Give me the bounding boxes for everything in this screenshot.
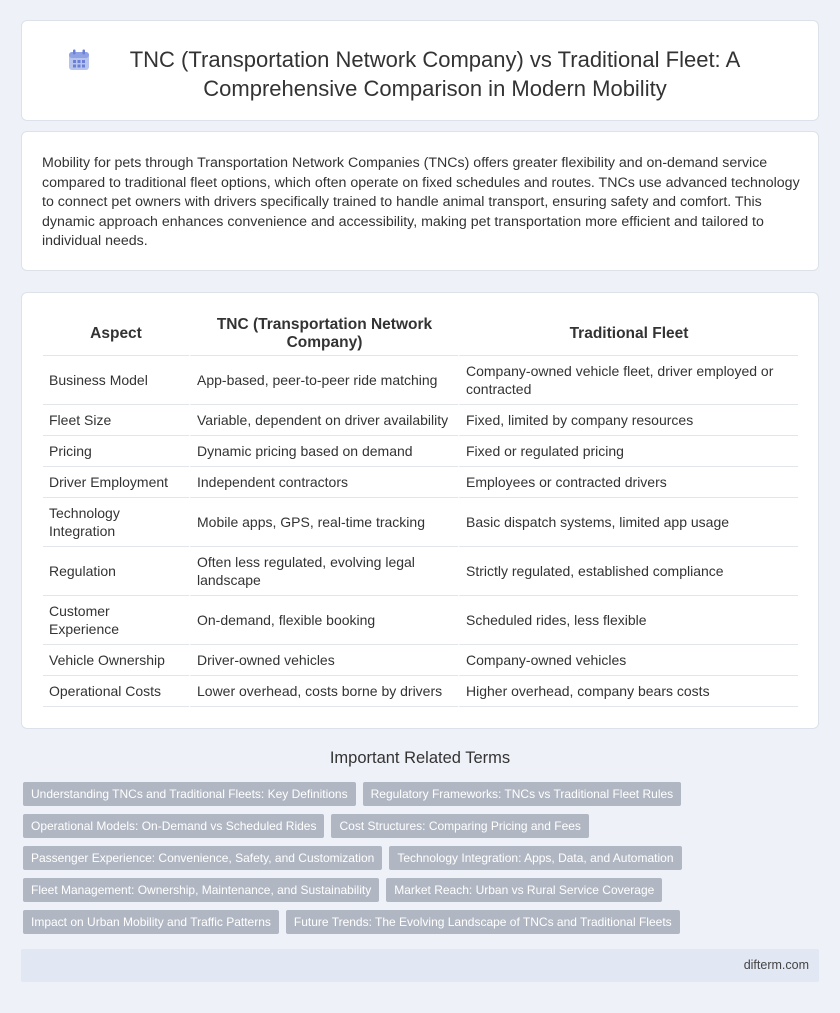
table-cell: Company-owned vehicles [458,645,798,676]
table-row [43,498,798,547]
table-cell: Basic dispatch systems, limited app usage [458,498,798,547]
related-terms-title: Important Related Terms [329,749,511,767]
table-row [43,596,798,645]
table-cell: Driver-owned vehicles [189,645,458,676]
table-cell: Mobile apps, GPS, real-time tracking [189,498,458,547]
table-cell: Fleet Size [43,405,189,436]
page-title: TNC (Transportation Network Company) vs Traditional Fleet: A Comprehensive Comparison in Modern Mobility [129,47,741,101]
table-row [43,467,798,498]
table-cell: Regulation [43,547,189,596]
intro-card [21,131,819,271]
footer [21,949,819,982]
related-term-tag[interactable]: Technology Integration: Apps, Data, and Automation [389,846,681,870]
table-cell: Scheduled rides, less flexible [458,596,798,645]
table-cell: Company-owned vehicle fleet, driver employed or contracted [458,356,798,405]
tag-row [23,878,683,902]
table-row [43,405,798,436]
related-term-tag[interactable]: Impact on Urban Mobility and Traffic Patterns [23,910,279,934]
column-header: Traditional Fleet [458,313,798,356]
table-header-row [43,313,798,356]
related-term-tag[interactable]: Operational Models: On-Demand vs Scheduled Rides [23,814,324,838]
table-cell: Employees or contracted drivers [458,467,798,498]
table-cell: Technology Integration [43,498,189,547]
related-term-tag[interactable]: Understanding TNCs and Traditional Fleets: Key Definitions [23,782,356,806]
related-terms-list [23,782,683,942]
related-term-tag[interactable]: Passenger Experience: Convenience, Safety, and Customization [23,846,382,870]
tag-row [23,782,683,806]
header-card [21,20,819,121]
tag-row [23,910,683,934]
related-term-tag[interactable]: Market Reach: Urban vs Rural Service Coverage [386,878,662,902]
table-cell: Fixed or regulated pricing [458,436,798,467]
related-term-tag[interactable]: Cost Structures: Comparing Pricing and Fees [331,814,588,838]
table-cell: Operational Costs [43,676,189,707]
column-header: Aspect [43,313,189,356]
comparison-table-card [21,292,819,729]
related-term-tag[interactable]: Fleet Management: Ownership, Maintenance, and Sustainability [23,878,379,902]
intro-text: Mobility for pets through Transportation Network Companies (TNCs) offers greater flexibility and on-demand service compared to traditional fleet options, which often operate on fixed schedules and routes. TNCs use advanced technology to connect pet owners with drivers specifically trained to handle animal transport, ensuring safety and comfort. This dynamic approach enhances convenience and accessibility, making pet transportation more efficient and tailored to individual needs. [42,155,800,249]
table-row [43,356,798,405]
table-cell: Lower overhead, costs borne by drivers [189,676,458,707]
column-header: TNC (Transportation Network Company) [189,313,458,356]
table-cell: Customer Experience [43,596,189,645]
table-cell: Vehicle Ownership [43,645,189,676]
table-row [43,547,798,596]
tag-row [23,814,683,838]
table-cell: Independent contractors [189,467,458,498]
table-cell: Often less regulated, evolving legal landscape [189,547,458,596]
comparison-table [43,313,798,707]
table-cell: Variable, dependent on driver availability [189,405,458,436]
table-cell: Business Model [43,356,189,405]
table-cell: On-demand, flexible booking [189,596,458,645]
site-name[interactable]: difterm.com [743,958,809,972]
related-term-tag[interactable]: Regulatory Frameworks: TNCs vs Traditional Fleet Rules [363,782,682,806]
table-cell: Strictly regulated, established compliance [458,547,798,596]
table-cell: Pricing [43,436,189,467]
table-cell: Fixed, limited by company resources [458,405,798,436]
table-row [43,436,798,467]
related-term-tag[interactable]: Future Trends: The Evolving Landscape of TNCs and Traditional Fleets [286,910,680,934]
table-cell: Higher overhead, company bears costs [458,676,798,707]
table-row [43,645,798,676]
tag-row [23,846,683,870]
table-row [43,676,798,707]
table-cell: App-based, peer-to-peer ride matching [189,356,458,405]
table-cell: Driver Employment [43,467,189,498]
table-cell: Dynamic pricing based on demand [189,436,458,467]
